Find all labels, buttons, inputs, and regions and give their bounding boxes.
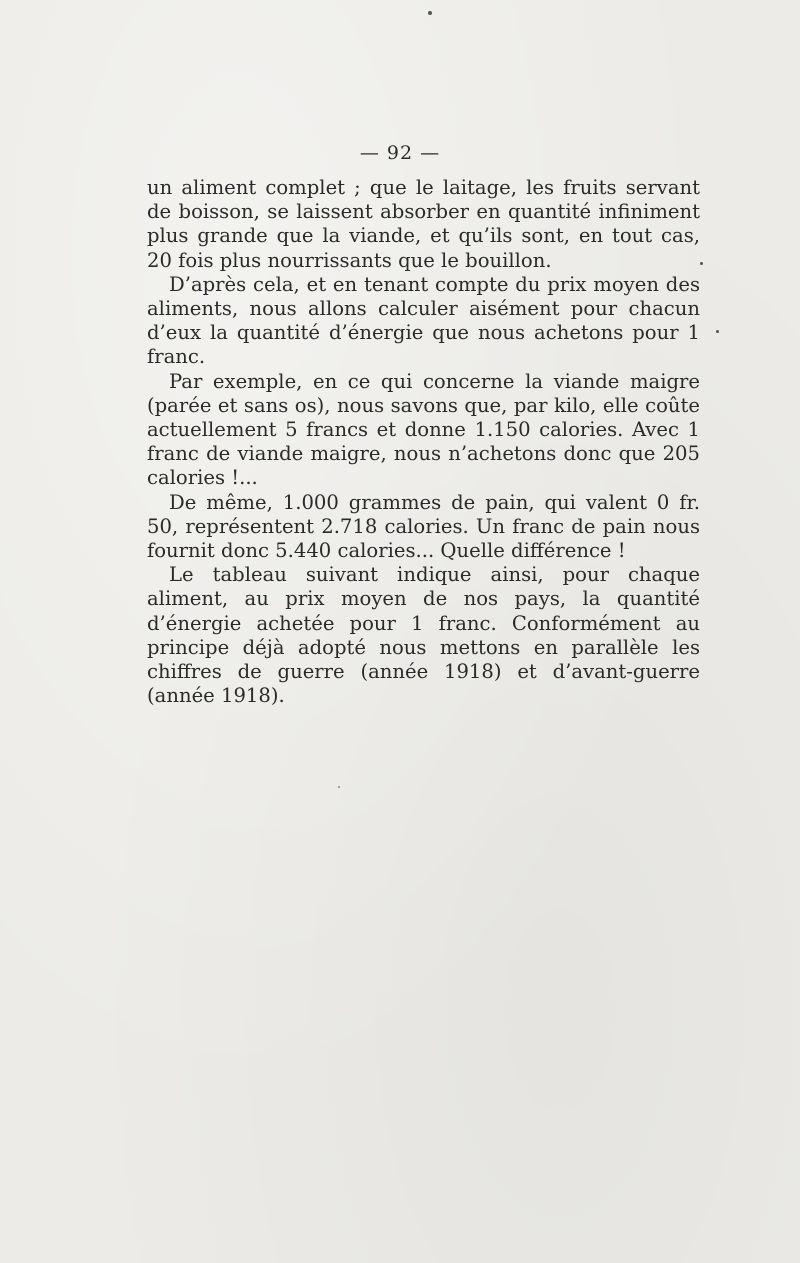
paper-speck [716,330,719,333]
paragraph-5: Le tableau suivant indique ainsi, pour chaque aliment, au prix moyen de nos pays, la quantité d’énergie achetée pour 1 franc. Conformément au principe déjà adopté nous mettons en parallèle les chiffres de guerre (année 1918) et d’avant-guerre (année 1918). [147,563,700,708]
page-number: — 92 — [359,142,441,164]
paragraph-3: Par exemple, en ce qui concerne la viande maigre (parée et sans os), nous savons que, par kilo, elle coûte actuellement 5 francs et donne 1.150 calories. Avec 1 franc de viande maigre, nous n’achetons donc que 205 calories !... [147,369,700,490]
paper-speck [428,11,432,15]
paragraph-1: un aliment complet ; que le laitage, les fruits servant de boisson, se laissent absorber en quantité infiniment plus grande que la viande, et qu’ils sont, en tout cas, 20 fois plus nourrissants que le bouillon. [147,176,700,272]
paragraph-4: De même, 1.000 grammes de pain, qui valent 0 fr. 50, représentent 2.718 calories. Un franc de pain nous fournit donc 5.440 calories... Quelle différence ! [147,490,700,563]
paper-speck [700,262,703,265]
body-text [147,176,700,708]
paragraph-2: D’après cela, et en tenant compte du prix moyen des aliments, nous allons calculer aisément pour chacun d’eux la quantité d’énergie que nous achetons pour 1 franc. [147,272,700,369]
paper-speck [338,786,340,788]
